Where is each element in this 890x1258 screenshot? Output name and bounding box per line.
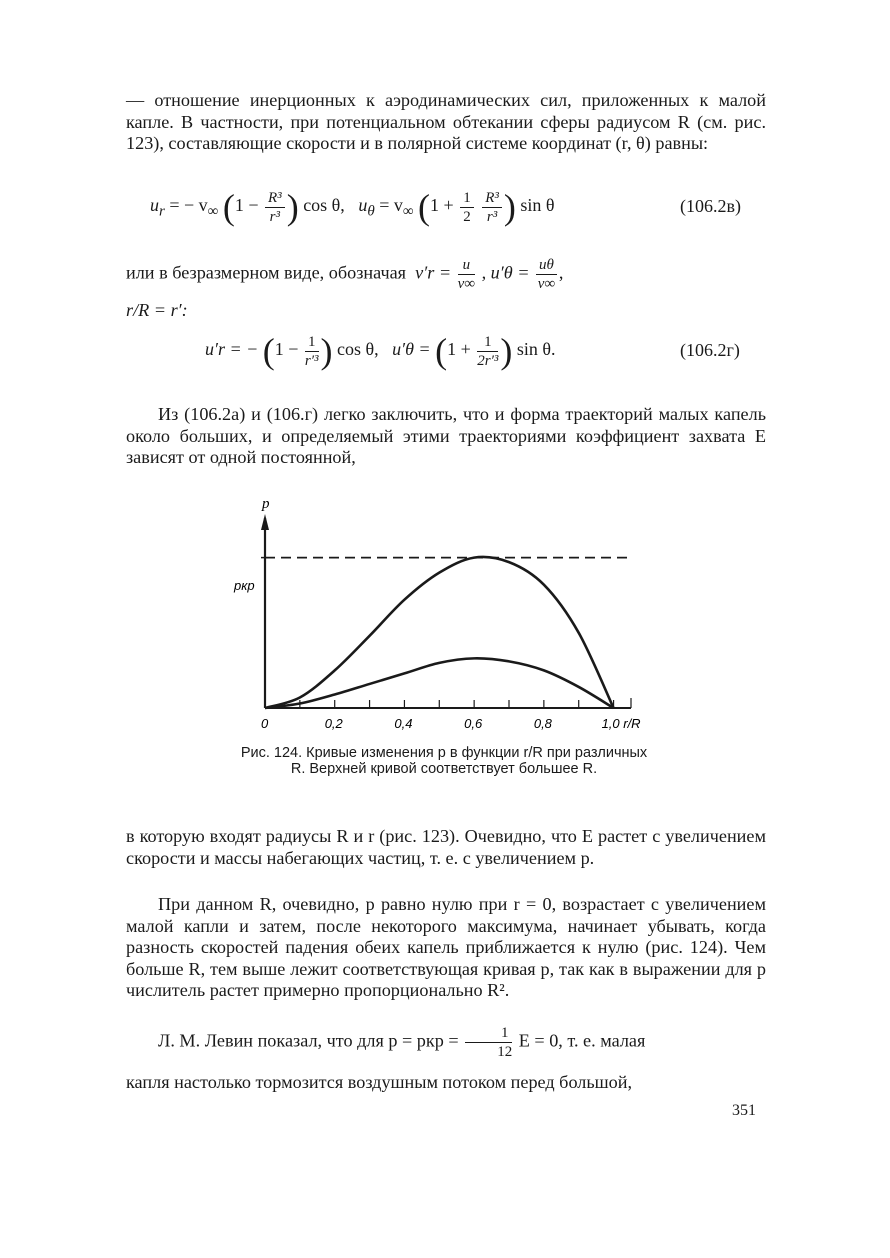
paragraph-capture-coefficient: Из (106.2а) и (106.г) легко заключить, что и форма траекторий малых капель около больших, и определяемый этими траекториями коэффициент захвата E зависят от одной постоянной, [126,404,766,468]
x-tick-label: 0,4 [394,716,413,731]
equation-number-106-2v: (106.2в) [680,196,741,216]
page-number: 351 [732,1102,756,1119]
x-tick-labels [261,716,641,731]
x-tick-label: 0,2 [324,716,343,731]
equation-106-2g: u′r = − (1 − $\frac{1}{\text{r′³}}$ ) cos θ, u′θ = (1 + $\frac{1}{\text{2r′³}}$ ) sin θ. [205,331,556,371]
equation-number-106-2g: (106.2г) [680,340,740,360]
equation-106-2v: $u_r$ = − $v_\infty$ (1 − $\frac{\text{R³}}{\text{r³}}$ ) cos θ, $u_\theta = v_\infty$ (1 + $\frac{1}{2}$ $\frac{\text{R³}}{\text{r³}}$ ) sin θ [150,187,555,227]
paragraph-drop-braking: капля настолько тормозится воздушным потоком перед большой, [126,1072,633,1092]
paragraph-p-behavior: При данном R, очевидно, p равно нулю при r = 0, возрастает с увеличением малой капли и затем, после некоторого максимума, начинает убывать, когда разность скоростей падения обеих капель приближается к нулю (рис. 124). Чем больше R, тем выше лежит соответствующая кривая p, так как в выражении для p числитель растет примерно пропорционально R². [126,894,766,1001]
figure-caption: Рис. 124. Кривые изменения p в функции r/R при различных R. Верхней кривой соответствует большее R. [240,745,648,777]
r-prime-definition: r/R = r′: [126,300,188,320]
chart-axes [261,514,631,708]
x-tick-label: 1,0 r/R [601,716,641,731]
upper-curve [265,557,614,708]
chart-curves [265,557,614,708]
y-axis-arrow [261,514,269,530]
x-tick-label: 0,6 [464,716,483,731]
dimensionless-line: или в безразмерном виде, обозначая v′r = $\frac{u}{v\infty}$ , u′θ = $\frac{u\theta}{v\infty}$ , [126,257,564,292]
pkr-label: pкр [234,578,255,593]
x-tick-label: 0 [261,716,269,731]
intro-paragraph: — отношение инерционных к аэродинамических сил, приложенных к малой капле. В частности, при потенциальном обтекании сферы радиусом R (см. рис. 123), составляющие скорости и в полярной системе координат (r, θ) равны: [126,90,766,154]
y-axis-label: p [262,496,270,512]
figure-124-chart [225,490,655,735]
x-tick-label: 0,8 [533,716,552,731]
paragraph-levin: Л. М. Левин показал, что для p = pкр = $\frac{1}{12}$ E = 0, т. е. малая [158,1025,646,1060]
paragraph-radii: в которую входят радиусы R и r (рис. 123). Очевидно, что E растет с увеличением скорости и массы набегающих частиц, т. е. с увеличением p. [126,826,766,868]
